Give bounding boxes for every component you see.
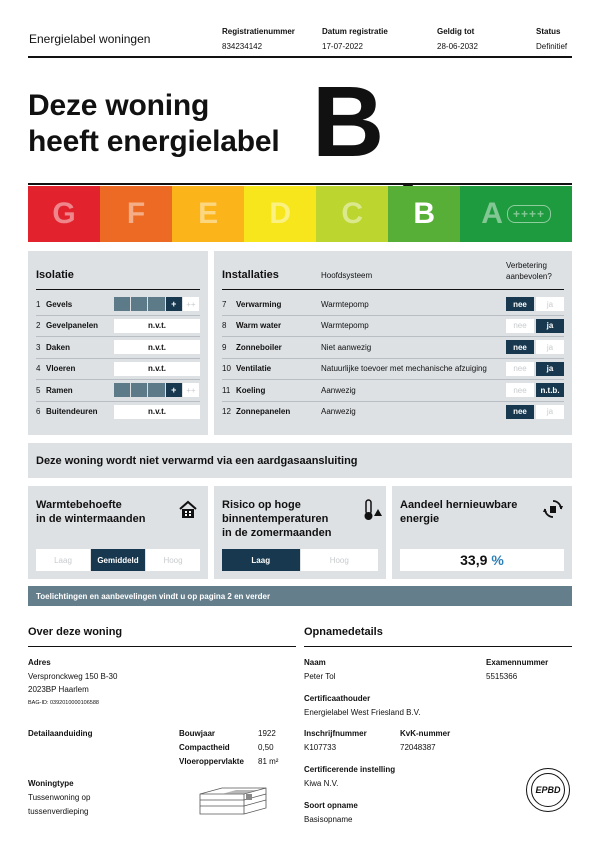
scale-class-d: D: [244, 186, 316, 242]
installatie-system: Aanwezig: [321, 385, 356, 395]
risico-option: Laag: [222, 549, 300, 571]
risico-panel: [214, 486, 386, 579]
verbetering-toggle: nee ja: [506, 362, 564, 376]
scale-class-b: B: [388, 186, 460, 242]
examennummer-value: 5515366: [486, 672, 518, 681]
headline: Deze woning heeft energielabel: [28, 89, 280, 158]
hoofdsysteem-header: Hoofdsysteem: [321, 271, 373, 280]
warmtebehoefte-panel: [28, 486, 208, 579]
inschrijfnummer-label: Inschrijfnummer: [304, 729, 367, 738]
installatie-row: 9 Zonneboiler: [222, 342, 282, 352]
vloeroppervlakte-value: 81 m²: [258, 757, 279, 766]
risico-option: Hoog: [301, 549, 379, 571]
naam-value: Peter Tol: [304, 672, 336, 681]
scale-class-g: G: [28, 186, 100, 242]
house-icon: [178, 500, 198, 520]
isolatie-row: 3 Daken: [36, 342, 71, 352]
detailaanduiding-label: Detailaanduiding: [28, 729, 93, 738]
gas-text: Deze woning wordt niet verwarmd via een aardgasaansluiting: [36, 455, 358, 467]
vloeroppervlakte-label: Vloeroppervlakte: [179, 757, 244, 766]
isolatie-title: Isolatie: [36, 269, 74, 281]
warmtebehoefte-scale: [36, 549, 200, 571]
adres-line2: 2023BP Haarlem: [28, 685, 89, 694]
naam-label: Naam: [304, 658, 326, 667]
warmte-option: Gemiddeld: [91, 549, 145, 571]
verbetering-toggle: nee ja: [506, 319, 564, 333]
adres-line1: Verspronckweg 150 B-30: [28, 672, 118, 681]
header-divider: [28, 56, 572, 58]
soort-opname-label: Soort opname: [304, 801, 358, 810]
scale-plus-badge: ++++: [507, 205, 551, 223]
document-title: Energielabel woningen: [29, 32, 151, 46]
thermometer-icon: [360, 498, 382, 522]
risico-title: Risico op hoge binnentemperaturen in de zomermaanden: [222, 499, 332, 539]
verbetering-toggle: nee ja: [506, 297, 564, 311]
installatie-system: Warmtepomp: [321, 321, 369, 330]
verbetering-header: Verbetering aanbevolen?: [506, 261, 552, 281]
isolatie-rating-bar: + ++: [114, 383, 200, 397]
installatie-row: 12 Zonnepanelen: [222, 407, 291, 416]
isolatie-row: 6 Buitendeuren: [36, 407, 98, 416]
isolatie-nvt: n.v.t.: [114, 319, 200, 333]
scale-class-f: F: [100, 186, 172, 242]
building-icon: [198, 780, 270, 818]
bouwjaar-value: 1922: [258, 729, 276, 738]
toelichting-bar: Toelichtingen en aanbevelingen vindt u op pagina 2 en verder: [28, 586, 572, 606]
isolatie-nvt: n.v.t.: [114, 340, 200, 354]
woningtype-line2: tussenverdieping: [28, 807, 89, 816]
scale-class-a: A ++++: [460, 186, 572, 242]
kvk-label: KvK-nummer: [400, 729, 451, 738]
woningtype-label: Woningtype: [28, 779, 74, 788]
hernieuwbaar-panel: [392, 486, 572, 579]
header-datum-registratie: Datum registratie 17-07-2022: [322, 27, 388, 51]
installatie-system: Warmtepomp: [321, 299, 369, 309]
woning-section-title: Over deze woning: [28, 626, 123, 638]
warmte-option: Hoog: [146, 549, 200, 571]
isolatie-rating-bar: + ++: [114, 297, 200, 311]
scale-class-c: C: [316, 186, 388, 242]
isolatie-nvt: n.v.t.: [114, 362, 200, 376]
bouwjaar-label: Bouwjaar: [179, 729, 216, 738]
isolatie-row: 4 Vloeren: [36, 364, 76, 373]
scale-top-line: [28, 183, 572, 185]
risico-scale: [222, 549, 378, 571]
header-status: Status Definitief: [536, 27, 568, 51]
installaties-panel: [214, 251, 572, 435]
compactheid-label: Compactheid: [179, 743, 230, 752]
energy-label-letter: B: [312, 66, 385, 178]
soort-opname-value: Basisopname: [304, 815, 353, 824]
woningtype-line1: Tussenwoning op: [28, 793, 91, 802]
isolatie-nvt: n.v.t.: [114, 405, 200, 419]
epbd-logo: EPBD: [526, 768, 570, 812]
header-geldig-tot: Geldig tot 28-06-2032: [437, 27, 478, 51]
hernieuwbaar-title: Aandeel hernieuwbare energie: [400, 499, 518, 525]
installatie-row: 10 Ventilatie: [222, 364, 272, 373]
isolatie-row: 2 Gevelpanelen: [36, 321, 99, 330]
opname-section-title: Opnamedetails: [304, 626, 383, 638]
installaties-title: Installaties: [222, 269, 279, 281]
scale-class-e: E: [172, 186, 244, 242]
instelling-label: Certificerende instelling: [304, 765, 396, 774]
installatie-system: Aanwezig: [321, 407, 356, 416]
verbetering-toggle: nee ja: [506, 340, 564, 354]
examennummer-label: Examennummer: [486, 658, 549, 667]
isolatie-row: 1 Gevels: [36, 299, 73, 309]
gas-panel: [28, 443, 572, 478]
instelling-value: Kiwa N.V.: [304, 779, 339, 788]
adres-label: Adres: [28, 658, 51, 667]
installatie-row: 8 Warm water: [222, 321, 282, 330]
opname-divider: [304, 646, 572, 647]
installatie-system: Niet aanwezig: [321, 342, 372, 352]
compactheid-value: 0,50: [258, 743, 274, 752]
warmte-option: Laag: [36, 549, 90, 571]
woning-divider: [28, 646, 296, 647]
kvk-value: 72048387: [400, 743, 436, 752]
verbetering-toggle: nee ja: [506, 405, 564, 419]
certificaathouder-label: Certificaathouder: [304, 694, 371, 703]
inschrijfnummer-value: K107733: [304, 743, 337, 752]
verbetering-toggle: nee n.t.b.: [506, 383, 564, 397]
energy-scale: [28, 186, 572, 242]
isolatie-panel: [28, 251, 208, 435]
installatie-system: Natuurlijke toevoer met mechanische afzuiging: [321, 364, 487, 373]
isolatie-row: 5 Ramen: [36, 385, 73, 395]
hernieuwbaar-value: 33,9 %: [400, 549, 564, 571]
installatie-row: 7 Verwarming: [222, 299, 282, 309]
bag-id: BAG-ID: 0392010000106588: [28, 700, 99, 706]
renewable-cycle-icon: [542, 498, 564, 520]
installatie-row: 11 Koeling: [222, 385, 266, 395]
warmtebehoefte-title: Warmtebehoefte in de wintermaanden: [36, 499, 146, 525]
header-registratienummer: Registratienummer 834234142: [222, 27, 295, 51]
certificaathouder-value: Energielabel West Friesland B.V.: [304, 708, 421, 717]
